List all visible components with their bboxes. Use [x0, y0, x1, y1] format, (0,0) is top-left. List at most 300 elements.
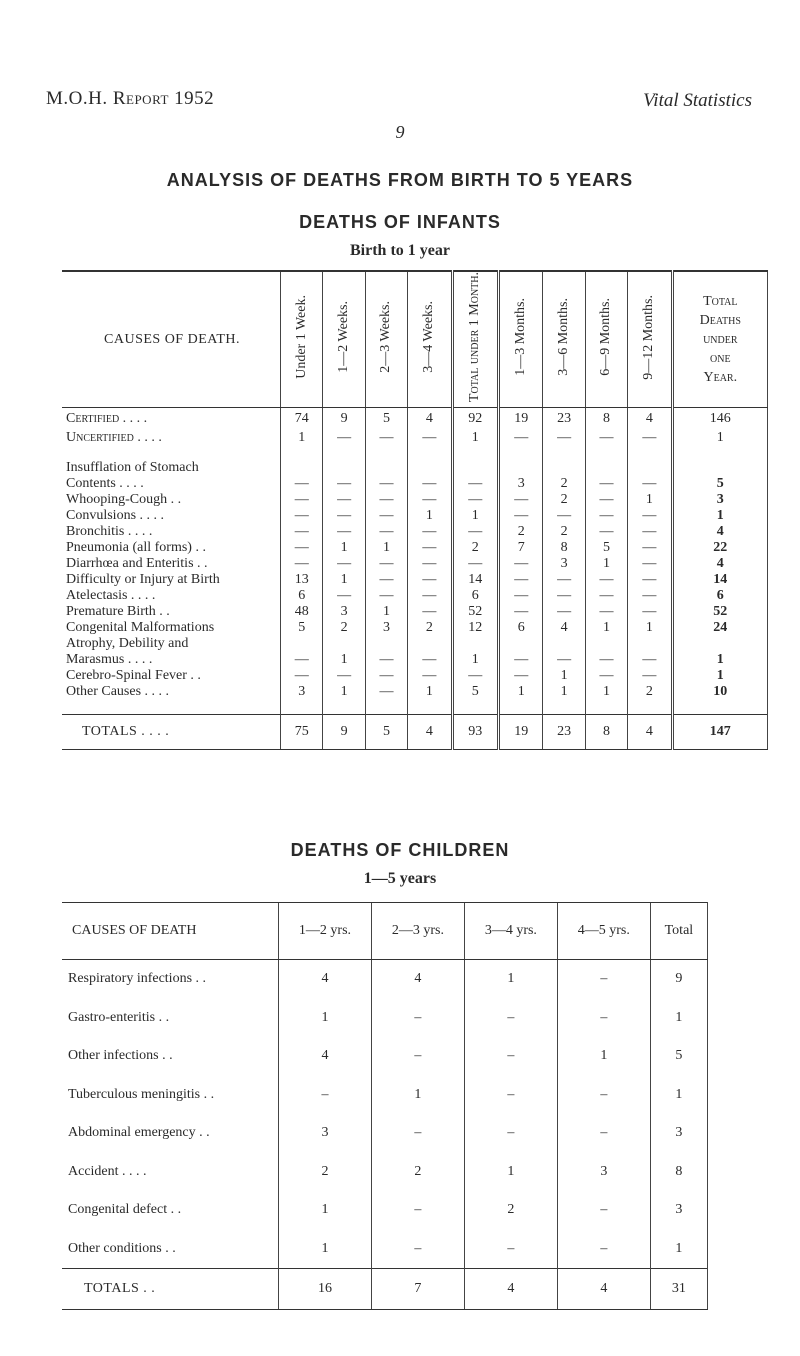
value-cell — [281, 460, 323, 476]
value-cell: 4 — [408, 715, 452, 750]
value-cell: — — [452, 668, 498, 684]
cause-cell: Contents . . . . — [66, 476, 144, 492]
value-cell: — — [323, 588, 365, 604]
spacer-cell — [365, 446, 407, 460]
value-cell: 9 — [650, 960, 707, 999]
table-row — [62, 1076, 708, 1115]
value-cell: 19 — [499, 408, 543, 428]
table-row — [62, 604, 768, 620]
value-cell: – — [371, 999, 464, 1038]
value-cell: — — [323, 492, 365, 508]
certification-row — [62, 408, 768, 428]
value-cell: 1 — [543, 668, 585, 684]
value-cell: 4 — [672, 524, 767, 540]
table-row — [62, 556, 768, 572]
value-cell: 1 — [585, 620, 627, 636]
value-cell: 9 — [323, 408, 365, 428]
value-cell: 2 — [371, 1153, 464, 1192]
value-cell: — — [628, 604, 672, 620]
value-cell: 2 — [279, 1153, 372, 1192]
value-cell: — — [323, 524, 365, 540]
value-cell — [499, 460, 543, 476]
value-cell: — — [408, 524, 452, 540]
spacer-cell — [62, 446, 281, 460]
value-cell: — — [499, 572, 543, 588]
value-cell: 12 — [452, 620, 498, 636]
value-cell: 1 — [650, 999, 707, 1038]
value-cell: 2 — [543, 476, 585, 492]
value-cell: 1 — [650, 1076, 707, 1115]
value-cell: 2 — [543, 524, 585, 540]
value-cell: 3 — [499, 476, 543, 492]
value-cell: 6 — [499, 620, 543, 636]
value-cell: – — [464, 1230, 557, 1269]
value-cell: — — [585, 588, 627, 604]
value-cell: 4 — [628, 715, 672, 750]
value-cell: 5 — [365, 408, 407, 428]
value-cell: — — [365, 668, 407, 684]
value-cell: 14 — [452, 572, 498, 588]
value-cell: 74 — [281, 408, 323, 428]
value-cell: 3 — [323, 604, 365, 620]
value-cell: 1 — [408, 684, 452, 700]
value-cell: 6 — [281, 588, 323, 604]
col-header: 2—3 yrs. — [371, 903, 464, 960]
value-cell: 1 — [452, 427, 498, 446]
value-cell: – — [464, 1114, 557, 1153]
table-row — [62, 960, 708, 999]
value-cell: — — [408, 572, 452, 588]
value-cell: 48 — [281, 604, 323, 620]
value-cell: — — [323, 668, 365, 684]
value-cell: — — [281, 652, 323, 668]
value-cell: 19 — [499, 715, 543, 750]
value-cell: 5 — [585, 540, 627, 556]
value-cell: — — [408, 652, 452, 668]
value-cell: 3 — [650, 1114, 707, 1153]
table-row — [62, 999, 708, 1038]
value-cell: — — [628, 540, 672, 556]
children-table — [62, 902, 708, 1310]
value-cell: — — [499, 652, 543, 668]
cause-cell: Certified . . . . — [66, 411, 148, 427]
value-cell: — — [499, 556, 543, 572]
col-header: 1—2 yrs. — [279, 903, 372, 960]
table-row — [62, 620, 768, 636]
value-cell: 1 — [464, 960, 557, 999]
value-cell: — — [408, 427, 452, 446]
value-cell: — — [365, 572, 407, 588]
value-cell: — — [452, 556, 498, 572]
table-row — [62, 508, 768, 524]
value-cell: 1 — [408, 508, 452, 524]
value-cell: – — [464, 1037, 557, 1076]
infants-table — [62, 270, 768, 750]
spacer-cell — [452, 700, 498, 715]
value-cell: 146 — [672, 408, 767, 428]
value-cell: – — [557, 1076, 650, 1115]
value-cell: — — [585, 604, 627, 620]
value-cell: — — [499, 492, 543, 508]
value-cell: 24 — [672, 620, 767, 636]
value-cell: 4 — [543, 620, 585, 636]
value-cell: 16 — [279, 1269, 372, 1310]
spacer-cell — [499, 446, 543, 460]
value-cell: 2 — [464, 1191, 557, 1230]
cause-cell: Whooping-Cough . . — [66, 492, 182, 508]
value-cell: 92 — [452, 408, 498, 428]
table-row — [62, 1230, 708, 1269]
value-cell: 2 — [408, 620, 452, 636]
table-row — [62, 668, 768, 684]
value-cell: — — [281, 476, 323, 492]
spacer-cell — [281, 700, 323, 715]
value-cell: 52 — [452, 604, 498, 620]
value-cell — [408, 636, 452, 652]
value-cell: 4 — [672, 556, 767, 572]
cause-cell: Convulsions . . . . — [66, 508, 165, 524]
value-cell: 1 — [499, 684, 543, 700]
value-cell: – — [371, 1230, 464, 1269]
value-cell — [365, 460, 407, 476]
value-cell: 23 — [543, 408, 585, 428]
cause-cell: Premature Birth . . — [66, 604, 170, 620]
value-cell: — — [585, 427, 627, 446]
value-cell: — — [323, 476, 365, 492]
value-cell: 2 — [628, 684, 672, 700]
value-cell — [543, 636, 585, 652]
cause-cell: Respiratory infections . . — [68, 971, 207, 987]
value-cell: — — [365, 556, 407, 572]
value-cell: – — [279, 1076, 372, 1115]
children-header-row — [62, 903, 708, 960]
col-header: Total under 1 Month. — [452, 271, 498, 408]
cause-cell: Other Causes . . . . — [66, 684, 170, 700]
value-cell: — — [628, 556, 672, 572]
value-cell: 1 — [672, 652, 767, 668]
value-cell — [323, 636, 365, 652]
value-cell: — — [365, 427, 407, 446]
value-cell: — — [281, 524, 323, 540]
value-cell: — — [543, 427, 585, 446]
value-cell: — — [452, 476, 498, 492]
value-cell: — — [499, 588, 543, 604]
value-cell: — — [585, 652, 627, 668]
value-cell: 1 — [585, 684, 627, 700]
table-row — [62, 1114, 708, 1153]
value-cell: — — [408, 556, 452, 572]
value-cell: – — [557, 999, 650, 1038]
value-cell: 4 — [628, 408, 672, 428]
table-row — [62, 572, 768, 588]
value-cell: — — [281, 540, 323, 556]
value-cell: 8 — [543, 540, 585, 556]
value-cell — [408, 460, 452, 476]
spacer-cell — [628, 700, 672, 715]
col-header: 3—4 yrs. — [464, 903, 557, 960]
value-cell: 5 — [672, 476, 767, 492]
value-cell: 31 — [650, 1269, 707, 1310]
value-cell: — — [585, 668, 627, 684]
cause-cell: Uncertified . . . . — [66, 430, 162, 446]
value-cell: – — [557, 1191, 650, 1230]
value-cell: 3 — [279, 1114, 372, 1153]
value-cell: — — [452, 492, 498, 508]
spacer-cell — [408, 700, 452, 715]
value-cell: 6 — [672, 588, 767, 604]
cause-cell: Insufflation of Stomach — [66, 460, 199, 476]
value-cell — [672, 636, 767, 652]
value-cell: 1 — [585, 556, 627, 572]
value-cell: — — [323, 556, 365, 572]
spacer-row — [62, 446, 768, 460]
report-header: M.O.H. Report 1952 — [46, 88, 215, 109]
value-cell: — — [585, 492, 627, 508]
cause-cell: Other infections . . — [68, 1048, 173, 1064]
table-row — [62, 460, 768, 476]
value-cell: — — [281, 556, 323, 572]
value-cell: – — [557, 960, 650, 999]
value-cell: 1 — [365, 540, 407, 556]
value-cell: — — [585, 572, 627, 588]
value-cell: 1 — [672, 427, 767, 446]
value-cell: — — [499, 508, 543, 524]
value-cell: 2 — [323, 620, 365, 636]
col-header: 3—6 Months. — [543, 271, 585, 408]
cause-cell: Accident . . . . — [68, 1163, 147, 1179]
value-cell: — — [543, 588, 585, 604]
spacer-cell — [628, 446, 672, 460]
value-cell: 5 — [452, 684, 498, 700]
value-cell: — — [408, 540, 452, 556]
value-cell — [672, 460, 767, 476]
certification-row — [62, 427, 768, 446]
cause-cell: Tuberculous meningitis . . — [68, 1086, 215, 1102]
cause-cell: Bronchitis . . . . — [66, 524, 153, 540]
value-cell: — — [408, 476, 452, 492]
infants-cause-header: CAUSES OF DEATH. — [62, 271, 281, 408]
value-cell: – — [371, 1114, 464, 1153]
spacer-cell — [281, 446, 323, 460]
value-cell: — — [499, 668, 543, 684]
value-cell: — — [452, 524, 498, 540]
col-header: 6—9 Months. — [585, 271, 627, 408]
value-cell: 6 — [452, 588, 498, 604]
children-title: DEATHS OF CHILDREN — [290, 840, 510, 860]
value-cell: — — [365, 588, 407, 604]
value-cell: 4 — [408, 408, 452, 428]
value-cell: — — [281, 508, 323, 524]
value-cell: 3 — [365, 620, 407, 636]
value-cell: 9 — [323, 715, 365, 750]
value-cell: 1 — [323, 684, 365, 700]
value-cell: 4 — [557, 1269, 650, 1310]
value-cell: 8 — [585, 715, 627, 750]
cause-cell: TOTALS . . . . — [62, 715, 281, 750]
value-cell: — — [499, 427, 543, 446]
table-row — [62, 540, 768, 556]
value-cell — [628, 460, 672, 476]
value-cell: – — [371, 1191, 464, 1230]
value-cell: — — [628, 588, 672, 604]
value-cell: — — [365, 652, 407, 668]
table-row — [62, 636, 768, 652]
value-cell: 13 — [281, 572, 323, 588]
spacer-cell — [323, 446, 365, 460]
value-cell: 1 — [279, 1191, 372, 1230]
cause-cell: Congenital defect . . — [68, 1202, 182, 1218]
value-cell: 2 — [452, 540, 498, 556]
value-cell: — — [543, 572, 585, 588]
value-cell: 1 — [628, 492, 672, 508]
value-cell: — — [628, 668, 672, 684]
value-cell: 1 — [323, 572, 365, 588]
table-row — [62, 524, 768, 540]
value-cell: 23 — [543, 715, 585, 750]
value-cell: — — [628, 572, 672, 588]
table-row — [62, 652, 768, 668]
table-row — [62, 1191, 708, 1230]
value-cell: 3 — [281, 684, 323, 700]
value-cell: 52 — [672, 604, 767, 620]
totals-row — [62, 1269, 708, 1310]
value-cell: 5 — [650, 1037, 707, 1076]
value-cell: – — [464, 999, 557, 1038]
value-cell: — — [628, 427, 672, 446]
value-cell — [452, 460, 498, 476]
value-cell: — — [365, 524, 407, 540]
value-cell: 1 — [279, 999, 372, 1038]
value-cell: — — [323, 427, 365, 446]
value-cell: 7 — [499, 540, 543, 556]
spacer-cell — [365, 700, 407, 715]
value-cell: — — [628, 508, 672, 524]
total-deaths-header: Total Deaths under one Year. — [672, 271, 767, 408]
infants-header-row — [62, 271, 768, 408]
value-cell — [499, 636, 543, 652]
value-cell: 14 — [672, 572, 767, 588]
value-cell: 7 — [371, 1269, 464, 1310]
value-cell: 1 — [543, 684, 585, 700]
cause-cell: Gastro-enteritis . . — [68, 1009, 170, 1025]
value-cell: 2 — [499, 524, 543, 540]
col-header: 1—3 Months. — [499, 271, 543, 408]
value-cell: — — [628, 652, 672, 668]
value-cell: 1 — [323, 652, 365, 668]
value-cell: 3 — [543, 556, 585, 572]
table-row — [62, 492, 768, 508]
value-cell — [365, 636, 407, 652]
value-cell: 1 — [557, 1037, 650, 1076]
value-cell: — — [365, 508, 407, 524]
cause-cell: Congenital Malformations — [66, 620, 215, 636]
value-cell: – — [557, 1230, 650, 1269]
value-cell: 5 — [281, 620, 323, 636]
table-row — [62, 1153, 708, 1192]
value-cell: – — [557, 1114, 650, 1153]
value-cell: 4 — [279, 1037, 372, 1076]
value-cell: 8 — [650, 1153, 707, 1192]
spacer-cell — [543, 446, 585, 460]
value-cell: — — [281, 668, 323, 684]
cause-cell: TOTALS . . — [62, 1269, 279, 1310]
value-cell: 1 — [672, 668, 767, 684]
value-cell: — — [365, 476, 407, 492]
value-cell: 1 — [650, 1230, 707, 1269]
value-cell — [628, 636, 672, 652]
page-number: 9 — [395, 122, 405, 142]
spacer-cell — [585, 700, 627, 715]
value-cell — [281, 636, 323, 652]
cause-cell: Abdominal emergency . . — [68, 1125, 210, 1141]
value-cell — [323, 460, 365, 476]
value-cell: 1 — [464, 1153, 557, 1192]
spacer-cell — [323, 700, 365, 715]
cause-cell: Difficulty or Injury at Birth — [66, 572, 220, 588]
cause-cell: Other conditions . . — [68, 1240, 176, 1256]
table-row — [62, 476, 768, 492]
value-cell: — — [585, 508, 627, 524]
value-cell: — — [408, 588, 452, 604]
spacer-cell — [672, 700, 767, 715]
spacer-cell — [543, 700, 585, 715]
infants-title: DEATHS OF INFANTS — [299, 212, 501, 232]
value-cell: — — [543, 508, 585, 524]
col-header: Total — [650, 903, 707, 960]
value-cell — [543, 460, 585, 476]
value-cell: — — [543, 604, 585, 620]
spacer-cell — [585, 446, 627, 460]
value-cell: 5 — [365, 715, 407, 750]
cause-cell: Marasmus . . . . — [66, 652, 153, 668]
value-cell — [452, 636, 498, 652]
value-cell: — — [585, 524, 627, 540]
spacer-row — [62, 700, 768, 715]
value-cell: — — [365, 684, 407, 700]
value-cell: 2 — [543, 492, 585, 508]
value-cell: 3 — [650, 1191, 707, 1230]
cause-cell: Atrophy, Debility and — [66, 636, 189, 652]
value-cell: 147 — [672, 715, 767, 750]
value-cell: 1 — [365, 604, 407, 620]
value-cell: — — [543, 652, 585, 668]
spacer-cell — [408, 446, 452, 460]
infants-subtitle: Birth to 1 year — [350, 242, 450, 259]
value-cell: 1 — [323, 540, 365, 556]
value-cell: 1 — [452, 652, 498, 668]
value-cell: — — [323, 508, 365, 524]
children-cause-header: CAUSES OF DEATH — [62, 903, 279, 960]
col-header: 1—2 Weeks. — [323, 271, 365, 408]
value-cell: — — [365, 492, 407, 508]
totals-row — [62, 715, 768, 750]
col-header: Under 1 Week. — [281, 271, 323, 408]
cause-cell: Diarrhœa and Enteritis . . — [66, 556, 208, 572]
value-cell: 1 — [371, 1076, 464, 1115]
value-cell: — — [408, 492, 452, 508]
value-cell — [585, 636, 627, 652]
value-cell: 1 — [628, 620, 672, 636]
section-header: Vital Statistics — [643, 90, 752, 111]
table-row — [62, 684, 768, 700]
col-header: 9—12 Months. — [628, 271, 672, 408]
value-cell: 75 — [281, 715, 323, 750]
value-cell: 4 — [279, 960, 372, 999]
cause-cell: Pneumonia (all forms) . . — [66, 540, 206, 556]
value-cell: — — [628, 524, 672, 540]
children-subtitle: 1—5 years — [363, 870, 437, 887]
col-header: 4—5 yrs. — [557, 903, 650, 960]
